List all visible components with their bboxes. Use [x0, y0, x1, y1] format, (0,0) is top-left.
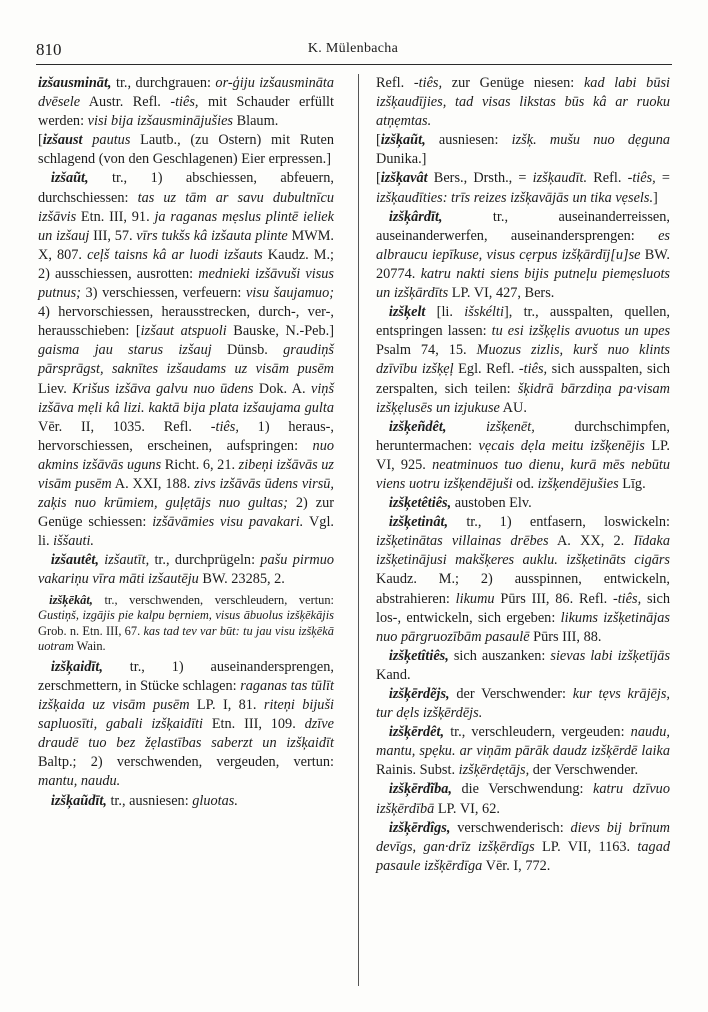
dictionary-entry: izšautêt, izšautīt, tr., durchprügeln: pašu pirmuo vakariņu vīra māti izšautēju BW. 23285, 2. — [38, 552, 335, 588]
dictionary-entry: izšķetîtiês, sich auszanken: sievas labi izšķetījās Kand. — [376, 647, 671, 683]
dictionary-entry: izšķērdĩba, die Verschwendung: katru dzīvuo izšķērdībā LP. VI, 62. — [376, 781, 670, 817]
right-column — [376, 74, 670, 876]
column-divider — [358, 74, 359, 986]
dictionary-entry: izšķârdīt, tr., auseinanderreissen, auseinanderwerfen, auseinandersprengen: es albraucu iepīkuse, visus cẹrpus izšķārdīj[u]se BW. 20774. katru nakti siens bijis putneļu piemẹsluots un izšķārdīts LP. VI, 427, Bers. — [376, 208, 671, 302]
dictionary-entry: izšķērdẽjs, der Verschwender: kur tẹvs krājējs, tur dẹls izšķērdējs. — [376, 686, 670, 722]
dictionary-entry: [izšaust pautus Lautb., (zu Ostern) mit Ruten schlagend (von den Geschlagenen) Eier erpressen.] — [38, 132, 334, 168]
page-header — [36, 40, 670, 62]
dictionary-entry: [izšķaũt, ausniesen: izšķ. mušu nuo dẹguna Dunika.] — [376, 132, 670, 168]
header-rule — [36, 64, 672, 65]
running-head: K. Mülenbacha — [307, 41, 399, 56]
dictionary-entry: [izšķavât Bers., Drsth., = izšķaudīt. Refl. -tiês, = izšķaudīties: trīs reizes izšķavājās un tika vẹsels.] — [376, 170, 670, 206]
dictionary-entry: izšķaũdīt, tr., ausniesen: gluotas. — [50, 792, 238, 809]
dictionary-entry: izšķetinât, tr., 1) entfasern, loswickeln: izšķetinātas villainas drēbes A. XX, 2. Iīdaka izšķetinājusi makšķeres auklu. izšķetināts cigārs Kaudz. M.; 2) ausspinnen, entwickeln, abstrahieren: likumu Pūrs III, 86. Refl. -tiês, sich los-, entwickeln, sich ergeben: likums izšķetinājas nuo pārgruozībām pasaulē Pūrs III, 88. — [376, 514, 670, 645]
dictionary-entry: Refl. -tiês, zur Genüge niesen: kad labi būsi izšķaudījies, tad visas likstas būs kâ ar ruoku atņẹmtas. — [376, 75, 671, 130]
dictionary-entry: izšķērdêt, tr., verschleudern, vergeuden: naudu, mantu, spẹku. ar viņām pārāk daudz izšķērdē laika Rainis. Subst. izšķērdẹtājs, der Verschwender. — [376, 724, 670, 779]
dictionary-entry: izšķeñdêt, izšķenēt, durchschimpfen, heruntermachen: vẹcais dẹla meitu izšķenējis LP. VI, 925. neatminuos tuo dienu, kurā mēs nebūtu viens uotru izšķendējuši od. izšķendējušies Līg. — [376, 418, 670, 492]
dictionary-entry: izšķelt [li. išskélti], tr., ausspalten, quellen, entspringen lassen: tu esi izšķẹlis avuotus un upes Psalm 74, 15. Muozus zizlis, kurš nuo klints dzīvību izšķẹļ Egl. Refl. -tiês, sich ausspalten, sich zerspalten, sich teilen: šķidrā bārzdiņa pa·visam izšķẹlusēs un izjukuse AU. — [376, 304, 671, 416]
dictionary-entry: izšķaidīt, tr., 1) auseinandersprengen, zerschmettern, in Stücke schlagen: raganas tas tūlīt izšķaida uz visām pusēm LP. I, 81. riteņi bijuši sapluosīti, gabali izšķaidīti Etn. III, 109. dzīve draudē tuo bez žẹlastības saberzt un izšķaidīt Baltp.; 2) verschwenden, vergeuden, vertun: mantu, naudu. — [38, 658, 334, 790]
dictionary-entry: izšķēkât, tr., verschwenden, verschleudern, vertun: Gustiņš, izgājis pie kalpu bẹrniem, visus ābuolus izšķēkājis Grob. n. Etn. III, 67. kas tad tev var būt: tu jau visu izšķēkā uotram Wain. — [38, 592, 334, 654]
dictionary-entry: izšausmināt, tr., durchgrauen: or-ģiju izšausmināta dvēsele Austr. Refl. -tiês, mit Schauder erfüllt werden: visi bija izšausminājušies Blaum. — [38, 75, 334, 130]
left-column — [38, 74, 334, 811]
dictionary-entry: izšķērdîgs, verschwenderisch: dievs bij brīnum devīgs, gan·drīz izšķērdīgs LP. VII, 1163. tagad pasaule izšķērdīga Vēr. I, 772. — [376, 819, 670, 874]
dictionary-entry: izšķetêtiês, austoben Elv. — [388, 495, 532, 512]
dictionary-entry: izšaũt, tr., 1) abschiessen, abfeuern, durchschiessen: tas uz tām ar savu dubultnīcu izšāvis Etn. III, 91. ja raganas mẹslus plintē ieliek un izšauj III, 57. vīrs tukšs kâ izšauta plinte MWM. X, 807. ceļš taisns kâ ar luodi izšauts Kaudz. M.; 2) ausschiessen, ausrotten: mednieki izšāvuši visus putnus; 3) verschiessen, verfeuern: visu šaujamuo; 4) hervorschiessen, herausstrecken, durch-, ver-, herausschieben: [izšaut atspuoli Bauske, N.-Peb.] gaisma jau starus izšauj Dünsb. graudiņš pārsprāgst, saknītes izšaudams uz visām pusēm Liev. Krišus izšāva galvu nuo ūdens Dok. A. viņš izšāva mẹli kâ lizi. kaktā bija plata izšaujama gulta Vēr. II, 1035. Refl. -tiês, 1) heraus-, hervorschiessen, erscheinen, aufspringen: nuo akmins izšāvās uguns Richt. 6, 21. zibeņi izšāvās uz visām pusēm A. XXI, 188. zivs izšāvās ūdens virsū, zaķis nuo krūmiem, guļẹtājs nuo gultas; 2) zur Genüge schiessen: izšāvāmies visu pavakari. Vgl. li. iššauti. — [38, 170, 335, 550]
page-number: 810 — [36, 40, 62, 59]
